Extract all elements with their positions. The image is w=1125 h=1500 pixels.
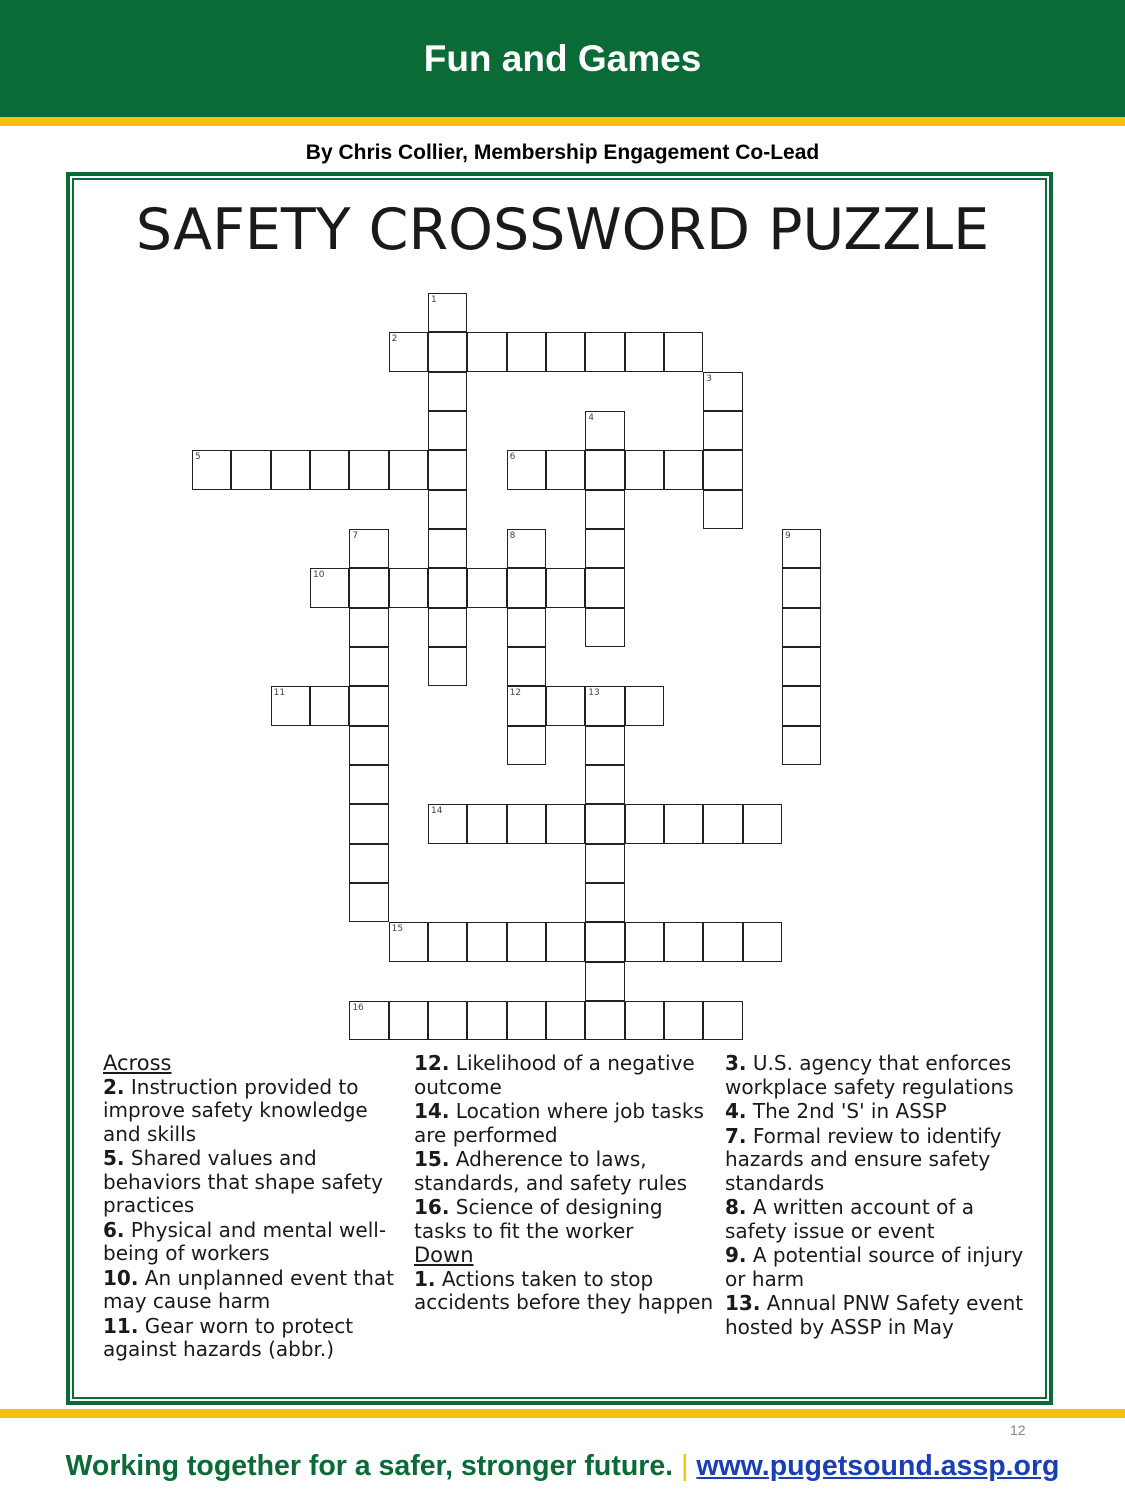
crossword-cell[interactable] [585, 490, 624, 529]
crossword-cell[interactable] [585, 1001, 624, 1040]
cell-number: 12 [509, 688, 522, 699]
clue-across-14: 14. Location where job tasks are performed [414, 1099, 704, 1147]
header-stripe [0, 117, 1125, 126]
crossword-cell[interactable] [428, 647, 467, 686]
crossword-cell[interactable] [507, 332, 546, 371]
footer [0, 1450, 1125, 1483]
crossword-cell[interactable] [428, 450, 467, 489]
crossword-cell[interactable] [507, 647, 546, 686]
cell-number: 9 [784, 530, 791, 541]
footer-separator: | [681, 1450, 689, 1482]
crossword-cell[interactable] [192, 450, 231, 489]
crossword-cell[interactable] [585, 608, 624, 647]
crossword-cell[interactable] [428, 1001, 467, 1040]
crossword-cell[interactable] [625, 1001, 664, 1040]
crossword-cell[interactable] [782, 529, 821, 568]
puzzle-title: SAFETY CROSSWORD PUZZLE [135, 197, 990, 263]
crossword-cell[interactable] [585, 962, 624, 1001]
crossword-cell[interactable] [310, 450, 349, 489]
crossword-cell[interactable] [507, 726, 546, 765]
crossword-cell[interactable] [507, 568, 546, 607]
crossword-cell[interactable] [349, 726, 388, 765]
crossword-cell[interactable] [349, 844, 388, 883]
clue-down-7: 7. Formal review to identify hazards and ensure safety standards [725, 1123, 1002, 1195]
crossword-cell[interactable] [546, 804, 585, 843]
crossword-cell[interactable] [703, 372, 742, 411]
cell-number: 3 [706, 373, 713, 384]
crossword-cell[interactable] [782, 608, 821, 647]
crossword-cell[interactable] [428, 490, 467, 529]
clue-across-10: 10. An unplanned event that may cause harm [103, 1265, 395, 1313]
crossword-cell[interactable] [271, 450, 310, 489]
footer-tagline: Working together for a safer, stronger future. [65, 1450, 674, 1482]
crossword-cell[interactable] [349, 529, 388, 568]
byline: By Chris Collier, Membership Engagement Co-Lead [305, 141, 820, 164]
cell-number: 7 [352, 530, 359, 541]
crossword-cell[interactable] [664, 450, 703, 489]
crossword-cell[interactable] [664, 332, 703, 371]
crossword-cell[interactable] [349, 765, 388, 804]
footer-website-link[interactable]: www.pugetsound.assp.org [696, 1450, 1060, 1482]
crossword-cell[interactable] [467, 568, 506, 607]
header-title: Fun and Games [423, 38, 702, 79]
crossword-cell[interactable] [625, 922, 664, 961]
crossword-cell[interactable] [389, 332, 428, 371]
clue-down-4: 4. The 2nd 'S' in ASSP [725, 1099, 947, 1123]
crossword-cell[interactable] [585, 411, 624, 450]
crossword-cell[interactable] [585, 332, 624, 371]
crossword-cell[interactable] [507, 922, 546, 961]
footer-stripe [0, 1409, 1125, 1418]
cell-number: 11 [273, 688, 286, 699]
crossword-cell[interactable] [585, 804, 624, 843]
cell-number: 6 [509, 452, 516, 463]
crossword-cell[interactable] [349, 608, 388, 647]
clue-across-2: 2. Instruction provided to improve safety knowledge and skills [103, 1074, 368, 1146]
crossword-cell[interactable] [743, 804, 782, 843]
crossword-cell[interactable] [349, 568, 388, 607]
crossword-cell[interactable] [546, 568, 585, 607]
clue-down-9: 9. A potential source of injury or harm [725, 1243, 1024, 1291]
crossword-cell[interactable] [507, 804, 546, 843]
crossword-cell[interactable] [625, 332, 664, 371]
clues-column-1 [103, 1052, 403, 1363]
crossword-cell[interactable] [389, 922, 428, 961]
crossword-cell[interactable] [389, 1001, 428, 1040]
crossword-cell[interactable] [507, 608, 546, 647]
crossword-cell[interactable] [625, 804, 664, 843]
crossword-cell[interactable] [585, 844, 624, 883]
clues-column-2 [414, 1052, 714, 1316]
crossword-cell[interactable] [349, 647, 388, 686]
crossword-cell[interactable] [428, 332, 467, 371]
crossword-cell[interactable] [507, 450, 546, 489]
cell-number: 14 [430, 806, 443, 817]
cell-number: 13 [588, 688, 600, 699]
clue-down-8: 8. A written account of a safety issue or event [725, 1195, 974, 1243]
crossword-cell[interactable] [310, 686, 349, 725]
crossword-cell[interactable] [782, 686, 821, 725]
cell-number: 8 [509, 530, 516, 541]
crossword-cell[interactable] [310, 568, 349, 607]
crossword-cell[interactable] [743, 922, 782, 961]
crossword-cell[interactable] [703, 804, 742, 843]
crossword-cell[interactable] [467, 922, 506, 961]
clue-across-15: 15. Adherence to laws, standards, and safety rules [414, 1147, 688, 1195]
crossword-cell[interactable] [428, 804, 467, 843]
crossword-cell[interactable] [703, 922, 742, 961]
crossword-cell[interactable] [467, 332, 506, 371]
cell-number: 4 [588, 412, 595, 423]
crossword-cell[interactable] [467, 804, 506, 843]
crossword-cell[interactable] [546, 686, 585, 725]
clue-down-1: 1. Actions taken to stop accidents before they happen [414, 1266, 714, 1314]
crossword-cell[interactable] [349, 804, 388, 843]
crossword-cell[interactable] [507, 1001, 546, 1040]
crossword-cell[interactable] [428, 293, 467, 332]
clue-down-13: 13. Annual PNW Safety event hosted by ASSP in May [725, 1291, 1024, 1339]
clues-column-3 [725, 1052, 1030, 1340]
crossword-cell[interactable] [546, 450, 585, 489]
crossword-cell[interactable] [585, 450, 624, 489]
crossword-cell[interactable] [467, 1001, 506, 1040]
crossword-cell[interactable] [585, 568, 624, 607]
crossword-cell[interactable] [782, 568, 821, 607]
crossword-cell[interactable] [703, 411, 742, 450]
crossword-cell[interactable] [428, 922, 467, 961]
down-heading: Down [414, 1243, 474, 1267]
cell-number: 2 [391, 334, 398, 345]
crossword-cell[interactable] [625, 450, 664, 489]
crossword-cell[interactable] [428, 608, 467, 647]
crossword-cell[interactable] [782, 726, 821, 765]
crossword-cell[interactable] [703, 450, 742, 489]
crossword-cell[interactable] [349, 686, 388, 725]
crossword-cell[interactable] [349, 1001, 388, 1040]
crossword-cell[interactable] [703, 490, 742, 529]
crossword-cell[interactable] [428, 568, 467, 607]
clue-across-11: 11. Gear worn to protect against hazards (abbr.) [103, 1313, 354, 1361]
crossword-cell[interactable] [389, 450, 428, 489]
crossword-cell[interactable] [546, 922, 585, 961]
crossword-cell[interactable] [507, 529, 546, 568]
crossword-cell[interactable] [664, 922, 703, 961]
clue-across-16: 16. Science of designing tasks to fit the worker [414, 1195, 663, 1243]
crossword-cell[interactable] [428, 372, 467, 411]
crossword-cell[interactable] [585, 922, 624, 961]
crossword-cell[interactable] [231, 450, 270, 489]
cell-number: 16 [352, 1002, 364, 1013]
clue-across-6: 6. Physical and mental well-being of workers [103, 1217, 387, 1265]
page-number: 12 [1010, 1422, 1026, 1438]
crossword-cell[interactable] [428, 411, 467, 450]
clue-across-5: 5. Shared values and behaviors that shape safety practices [103, 1146, 383, 1217]
crossword-cell[interactable] [546, 1001, 585, 1040]
clue-across-12: 12. Likelihood of a negative outcome [414, 1051, 695, 1099]
crossword-cell[interactable] [585, 529, 624, 568]
crossword-cell[interactable] [507, 686, 546, 725]
crossword-cell[interactable] [428, 529, 467, 568]
crossword-cell[interactable] [585, 686, 624, 725]
crossword-cell[interactable] [782, 647, 821, 686]
cell-number: 10 [312, 570, 325, 581]
crossword-cell[interactable] [703, 1001, 742, 1040]
crossword-cell[interactable] [389, 568, 428, 607]
cell-number: 15 [391, 924, 404, 935]
crossword-cell[interactable] [664, 1001, 703, 1040]
cell-number: 1 [430, 295, 437, 305]
crossword-cell[interactable] [585, 883, 624, 922]
clue-down-3: 3. U.S. agency that enforces workplace safety regulations [725, 1051, 1014, 1099]
crossword-cell[interactable] [585, 765, 624, 804]
crossword-cell[interactable] [271, 686, 310, 725]
crossword-cell[interactable] [625, 686, 664, 725]
crossword-cell[interactable] [349, 450, 388, 489]
crossword-cell[interactable] [585, 726, 624, 765]
across-heading: Across [103, 1051, 172, 1075]
cell-number: 5 [195, 452, 201, 463]
crossword-cell[interactable] [664, 804, 703, 843]
crossword-cell[interactable] [349, 883, 388, 922]
crossword-cell[interactable] [546, 332, 585, 371]
